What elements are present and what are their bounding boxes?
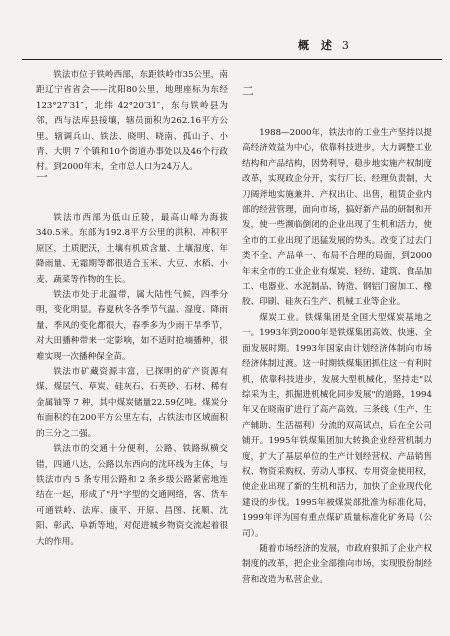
right-column-body [242,126,432,588]
header-title: 概 述 [298,39,336,52]
page-number: 3 [341,39,349,52]
paragraph-transport: 铁法市的交通十分便利，公路、铁路纵横交错，四通八达，公路以东西向的沈环线为主体，与铁法市内 5 条专用公路和 2 条乡级公路紧密地连结在一起，形成了"丹"字型的交通网络，客、货车可通铁岭、法库、康平、开原、昌图、抚顺、沈阳、彰武、阜新等地，对促进城乡物资交流起着很大的作用。 [36,444,228,547]
paragraph-industry: 1988—2000年，铁法市的工业生产坚持以提高经济效益为中心，依靠科技进步，大力调整工业结构和产品结构，因势利导，稳步地实施产权制度改革，实现政企分开，实行厂长、经理负责制，大刀阔斧地实施兼并、产权出让、出售，租赁企业内部的经营管理，面向市场，搞好新产品的研制和开发，使一些濒临倒闭的企业出现了生机和活力，使全市的工业出现了迅猛发展的势头。改变了过去门类不全、产品单一、布局不合理的局面，到2000年末全市的工业企业有煤炭、轻纺、建筑、食品加工、电器业、水泥制品、铸造、钢铝门窗加工、橡胶、印刷、硅灰石生产、机械工业等企业。 [242,128,432,308]
left-column-body [36,211,228,550]
header-rule [22,59,442,60]
left-column-section [36,170,228,185]
paragraph-reform: 随着市场经济的发展，市政府狠抓了企业产权制度的改革，把企业全部推向市场，实现股份制经营和改造为私营企业。 [242,543,432,585]
left-column [36,68,228,176]
section-mark-two: 二 [242,84,257,98]
paragraph-climate: 铁法市处于北温带，属大陆性气候，四季分明，变化明显。春夏秋冬各季节气温、湿度、降雨量、季风的变化都很大，春季多为少雨干旱季节，对大田播种带来一定影响，如不适时抢墒播种，很难实现一次播种保全苗。 [36,290,228,362]
paragraph-location: 铁法市位于铁岭西部，东距铁岭市35公里，南距辽宁省省会——沈阳80公里，地理座标为东经 123°27′31″，北纬 42°20′31″，东与铁岭县为邻，西与法库县接壤，辖员面积为262.16平方公里。辖调兵山、铁法、晓明、晓南、孤山子、小青、大明 7 个镇和10个街道办事处以及46个行政村。到2000年末，全市总人口为24万人。 [36,70,228,173]
paragraph-coal: 煤炭工业。铁煤集团是全国大型煤炭基地之一。1993年到2000年是铁煤集团高效、快速、全面发展时期。1993年国家由计划经济体制向市场经济体制过渡。这一时期铁煤集团抓住这一有利时机，依靠科技进步，发展大型机械化，坚持走"以综采为主，抓掘进机械化同步发展"的道路，1994年又在晓南矿进行了高产高效、三条线（生产、生产辅助、生活福利）分流的双高试点，后在全公司铺开。1995年铁煤集团加大转换企业经营机制力度，扩大了基层单位的生产计划经营权、产品销售权、物资采购权、劳动人事权、专用资金使用权，使企业出现了新的生机和活力，加快了企业现代化建设的步伐。1995年被煤炭部批准为标准化局，1999年评为国有重点煤矿质量标准化矿务局（公司）。 [242,312,432,539]
section-mark-one: 一 [36,170,51,184]
right-column-section [242,84,432,99]
paragraph-terrain: 铁法市西部为低山丘陵，最高山峰为海拔340.5米。东部为192.8平方公里的洪积、冲积平原区，土质肥沃，土壤有机质含量、土壤湿度、年降雨量、无霜期等都很适合玉米、大豆、水稻、小麦、蔬菜等作物的生长。 [36,213,228,285]
running-header [298,37,349,53]
paragraph-minerals: 铁法市矿藏资源丰富，已探明的矿产资源有煤、煤层气、草炭、硅灰石、石英砂、石材、稀有金属铀等 7 种，其中煤炭储量22.59亿吨。煤炭分布面积约在200平方公里左右，占铁法市区域面积的三分之二强。 [36,367,228,439]
